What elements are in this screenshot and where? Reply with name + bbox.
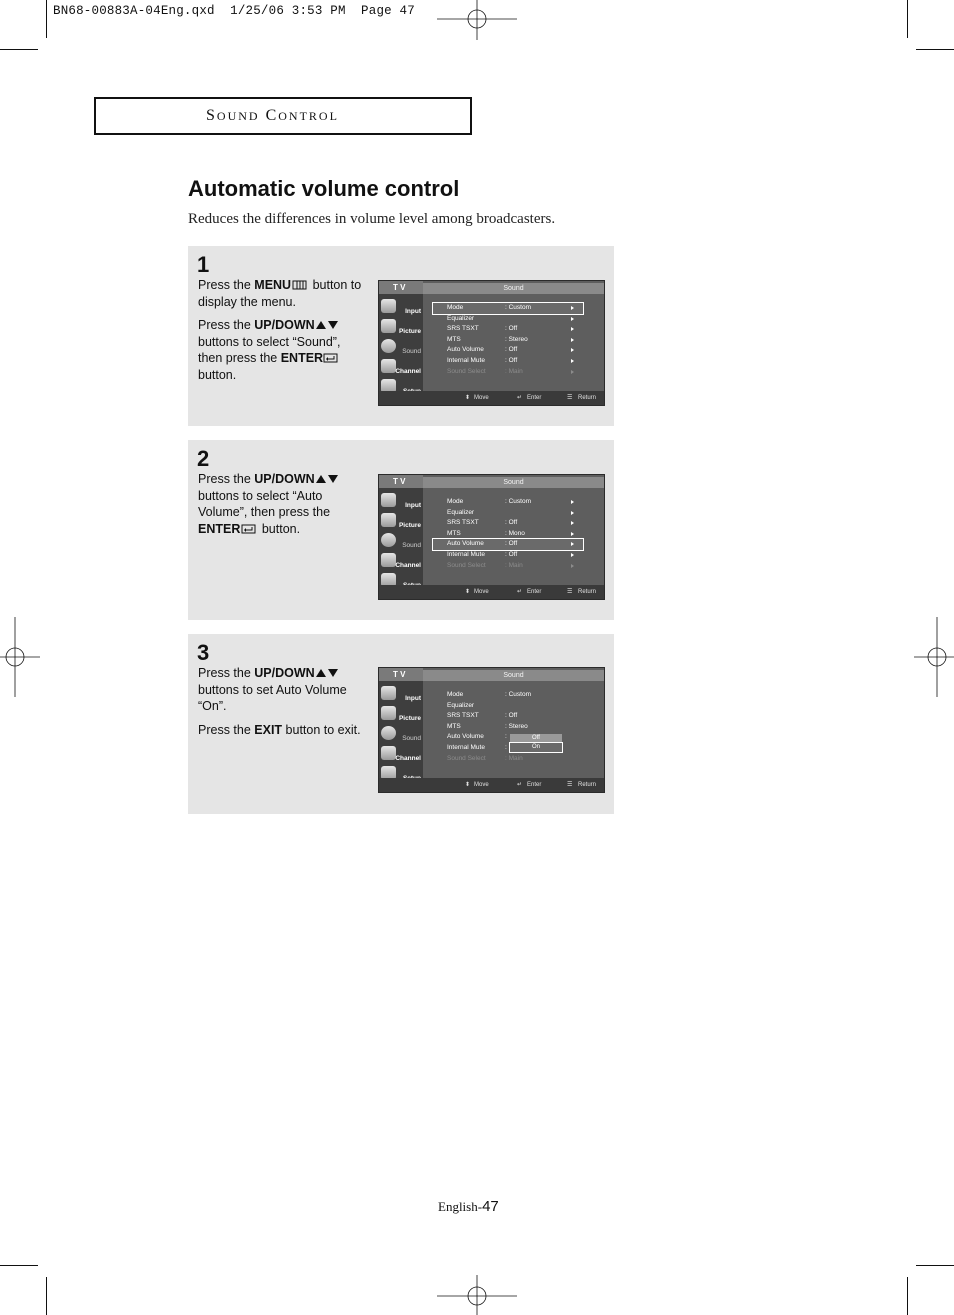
osd-header: Sound	[423, 477, 604, 488]
osd-header: Sound	[423, 283, 604, 294]
osd-row: Equalizer	[433, 508, 583, 519]
up-down-arrows-icon	[315, 668, 339, 678]
sound-icon	[381, 339, 396, 353]
osd-side-picture: Picture	[379, 317, 423, 337]
picture-icon	[381, 706, 396, 720]
up-down-arrows-icon	[315, 474, 339, 484]
step-number: 1	[197, 252, 210, 277]
step-number: 2	[197, 446, 210, 471]
osd-row: Mode : Custom	[447, 691, 532, 698]
osd-side-sound: Sound	[379, 531, 423, 551]
enter-icon: ↵	[517, 782, 523, 788]
input-icon	[381, 686, 396, 700]
input-icon	[381, 493, 396, 507]
crop-mark	[916, 49, 954, 50]
osd-side-channel: Channel	[379, 357, 423, 377]
step-panel-3	[188, 634, 614, 814]
osd-row: Sound Select : Main	[433, 367, 583, 378]
osd-footer: ⬍ Move ↵ Enter ☰ Return	[379, 778, 604, 792]
osd-menu-list	[433, 690, 583, 764]
osd-option-on: On	[510, 743, 562, 752]
osd-row: Mode : Custom	[433, 303, 583, 314]
osd-menu-list	[433, 497, 583, 571]
tv-osd-screen	[378, 280, 605, 406]
return-icon: ☰	[567, 589, 573, 595]
step-panel-1	[188, 246, 614, 426]
osd-row: SRS TSXT : Off	[447, 712, 518, 720]
osd-row: Internal Mute : Off	[433, 356, 583, 367]
osd-side-input: Input	[379, 297, 423, 317]
move-icon: ⬍	[465, 782, 471, 788]
page-subtitle: Reduces the differences in volume level among broadcasters.	[188, 211, 556, 227]
move-icon: ⬍	[465, 589, 471, 595]
osd-option-popup	[510, 734, 562, 752]
osd-sidebar	[379, 488, 423, 585]
osd-row: Mode : Custom	[433, 497, 583, 508]
registration-mark-icon	[437, 0, 517, 40]
channel-icon	[381, 553, 396, 567]
osd-header: Sound	[423, 670, 604, 681]
osd-side-picture: Picture	[379, 704, 423, 724]
osd-footer: ⬍ Move ↵ Enter ☰ Return	[379, 391, 604, 405]
return-icon: ☰	[567, 395, 573, 401]
channel-icon	[381, 746, 396, 760]
osd-side-input: Input	[379, 684, 423, 704]
osd-row: Sound Select : Main	[433, 561, 583, 572]
osd-row: Sound Select : Main	[447, 754, 523, 762]
step-instructions: Press the UP/DOWN buttons to set Auto Volume “On”. Press the EXIT button to exit.	[198, 666, 361, 737]
enter-icon: ↵	[517, 395, 523, 401]
osd-side-channel: Channel	[379, 551, 423, 571]
osd-tv-label: T V	[379, 281, 423, 294]
crop-mark	[907, 0, 908, 38]
osd-row: MTS : Stereo	[433, 335, 583, 346]
osd-option-off: Off	[510, 734, 562, 743]
crop-mark	[0, 49, 38, 50]
tv-osd-screen	[378, 667, 605, 793]
osd-row: SRS TSXT : Off	[433, 518, 583, 529]
crop-mark	[46, 0, 47, 38]
osd-tv-label: T V	[379, 668, 423, 681]
return-icon: ☰	[567, 782, 573, 788]
crop-mark	[907, 1277, 908, 1315]
picture-icon	[381, 319, 396, 333]
enter-button-icon	[240, 523, 258, 534]
input-icon	[381, 299, 396, 313]
crop-mark	[46, 1277, 47, 1315]
tv-osd-screen	[378, 474, 605, 600]
page-title: Automatic volume control	[188, 176, 460, 201]
registration-mark-icon	[437, 1275, 517, 1315]
osd-row: Auto Volume : Off	[433, 345, 583, 356]
section-header-box	[94, 97, 472, 135]
step-panel-2	[188, 440, 614, 620]
page-footer: English-47	[438, 1198, 499, 1215]
osd-side-sound: Sound	[379, 724, 423, 744]
osd-row: Auto Volume :	[447, 733, 507, 741]
osd-side-picture: Picture	[379, 511, 423, 531]
step-instructions: Press the UP/DOWN buttons to select “Auto Volume”, then press the ENTER button.	[198, 471, 363, 544]
printer-slug: BN68-00883A-04Eng.qxd 1/25/06 3:53 PM Page 47	[53, 4, 415, 18]
step-instructions: Press the MENU button to display the menu. Press the UP/DOWN buttons to select “Sound”, then press the ENTER button.	[198, 278, 362, 382]
picture-icon	[381, 513, 396, 527]
osd-row: Auto Volume : Off	[433, 539, 583, 550]
osd-row: SRS TSXT : Off	[433, 324, 583, 335]
osd-tv-label: T V	[379, 475, 423, 488]
crop-mark	[0, 1265, 38, 1266]
osd-side-channel: Channel	[379, 744, 423, 764]
move-icon: ⬍	[465, 395, 471, 401]
osd-row: MTS : Mono	[433, 529, 583, 540]
sound-icon	[381, 533, 396, 547]
osd-footer: ⬍ Move ↵ Enter ☰ Return	[379, 585, 604, 599]
osd-menu-list	[433, 303, 583, 377]
registration-mark-icon	[914, 617, 954, 697]
crop-mark	[916, 1265, 954, 1266]
enter-icon: ↵	[517, 589, 523, 595]
osd-row: Equalizer	[447, 701, 475, 709]
section-title: SOUND CONTROL	[206, 107, 339, 124]
osd-row: MTS : Stereo	[447, 722, 528, 730]
channel-icon	[381, 359, 396, 373]
osd-sidebar	[379, 681, 423, 778]
sound-icon	[381, 726, 396, 740]
step-number: 3	[197, 640, 210, 665]
osd-side-sound: Sound	[379, 337, 423, 357]
osd-sidebar	[379, 294, 423, 391]
osd-row: Internal Mute :	[447, 743, 507, 751]
registration-mark-icon	[0, 617, 40, 697]
osd-side-input: Input	[379, 491, 423, 511]
menu-button-icon	[291, 280, 309, 290]
enter-button-icon	[323, 352, 339, 363]
osd-row: Internal Mute : Off	[433, 550, 583, 561]
page-number: 47	[482, 1198, 499, 1215]
osd-row: Equalizer	[433, 314, 583, 325]
up-down-arrows-icon	[315, 320, 339, 330]
